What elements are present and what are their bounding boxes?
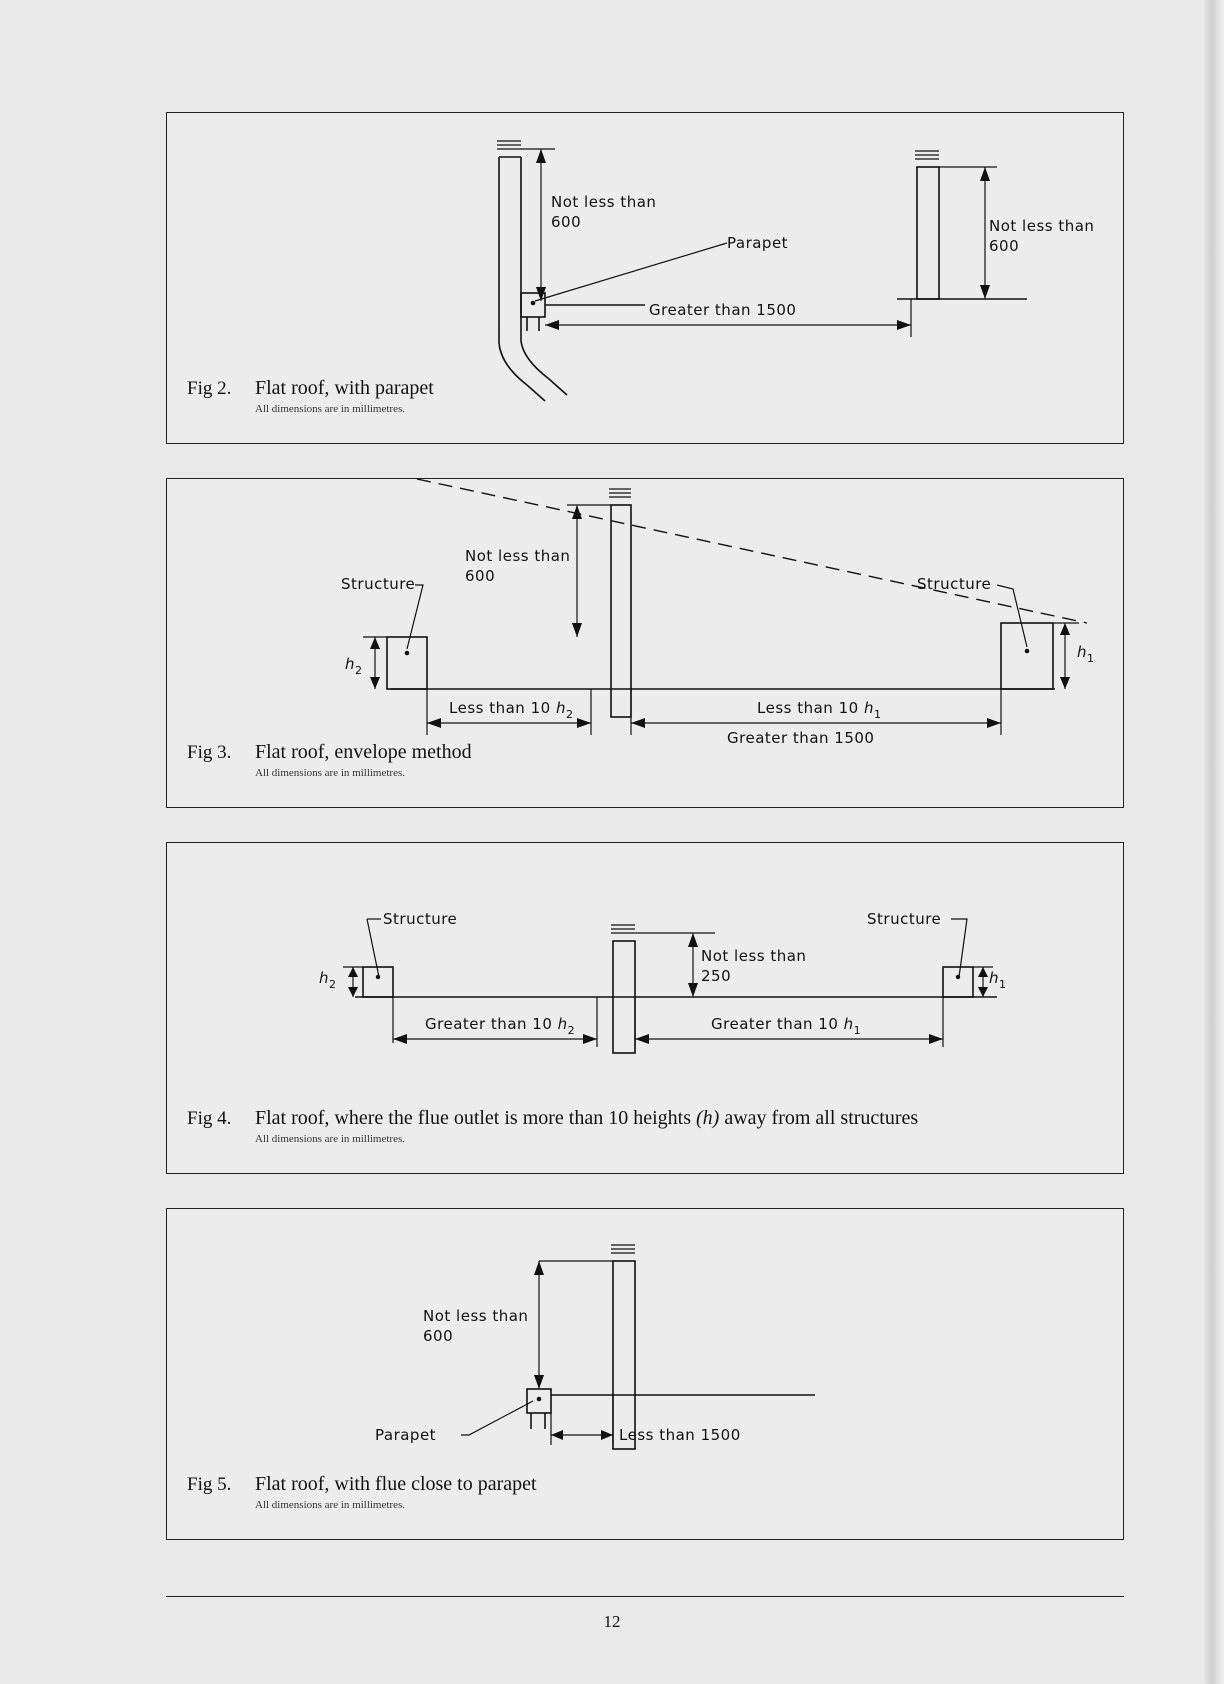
- fig5-dim-line2: 600: [423, 1327, 454, 1345]
- fig5-less-label: Less than 1500: [619, 1426, 741, 1444]
- page-number: 12: [603, 1612, 621, 1631]
- fig4-number: Fig 4.: [187, 1108, 232, 1129]
- figure-2-flat-roof-with-parapet: [166, 112, 1124, 444]
- fig3-dim-top-line1: Not less than: [465, 547, 571, 565]
- fig2-number: Fig 2.: [187, 378, 232, 399]
- fig3-structure-left-label: Structure: [341, 575, 416, 593]
- fig2-dim-left-line2: 600: [551, 213, 582, 231]
- flue-center: [611, 925, 635, 1053]
- fig3-caption: [187, 741, 472, 779]
- figure-3-envelope-method: [166, 478, 1124, 808]
- figure-5-flue-close-to-parapet: [166, 1208, 1124, 1540]
- flue-right: [915, 151, 939, 299]
- fig3-greater-label: Greater than 1500: [727, 729, 875, 747]
- footer-rule: [166, 1596, 1124, 1597]
- fig5-parapet-label: Parapet: [375, 1426, 437, 1444]
- fig4-structure-left-label: Structure: [383, 910, 458, 928]
- fig2-note: All dimensions are in millimetres.: [255, 403, 406, 415]
- fig2-dim-left-line1: Not less than: [551, 193, 657, 211]
- fig4-title: Flat roof, where the flue outlet is more than 10 heights (h) away from all structures: [255, 1107, 919, 1129]
- fig3-less-right-label: Less than 10 $h_1$: [757, 699, 882, 721]
- fig3-h1-label: $h_1$: [1077, 643, 1095, 665]
- figure-4-ten-heights: [166, 842, 1124, 1174]
- fig4-h1-label: $h_1$: [989, 969, 1007, 991]
- fig5-note: All dimensions are in millimetres.: [255, 1499, 406, 1511]
- fig3-dim-top-line2: 600: [465, 567, 496, 585]
- fig2-dim-right-line2: 600: [989, 237, 1020, 255]
- fig3-title: Flat roof, envelope method: [255, 741, 472, 763]
- structure-right-block: [943, 967, 973, 997]
- fig3-structure-right-label: Structure: [917, 575, 992, 593]
- fig4-structure-right-label: Structure: [867, 910, 942, 928]
- fig3-number: Fig 3.: [187, 742, 232, 763]
- fig4-greater-left-label: Greater than 10 $h_2$: [425, 1015, 576, 1037]
- fig3-h2-label: $h_2$: [345, 655, 363, 677]
- fig4-h2-label: $h_2$: [319, 969, 337, 991]
- flue-center: [611, 1245, 635, 1449]
- structure-left-block: [387, 637, 427, 689]
- fig2-greater-label: Greater than 1500: [649, 301, 797, 319]
- fig2-parapet-label: Parapet: [727, 234, 789, 252]
- fig2-caption: [187, 377, 434, 415]
- fig3-less-left-label: Less than 10 $h_2$: [449, 699, 574, 721]
- fig2-title: Flat roof, with parapet: [255, 377, 434, 399]
- fig4-dim-line2: 250: [701, 967, 732, 985]
- flue-left: [497, 141, 567, 401]
- fig5-number: Fig 5.: [187, 1474, 232, 1495]
- fig2-dim-right-line1: Not less than: [989, 217, 1095, 235]
- fig4-caption: [187, 1107, 918, 1145]
- page-edge-shadow: [1204, 0, 1224, 1684]
- fig4-greater-right-label: Greater than 10 $h_1$: [711, 1015, 862, 1037]
- fig3-note: All dimensions are in millimetres.: [255, 767, 406, 779]
- fig5-title: Flat roof, with flue close to parapet: [255, 1473, 537, 1495]
- fig4-note: All dimensions are in millimetres.: [255, 1133, 406, 1145]
- fig5-dim-line1: Not less than: [423, 1307, 529, 1325]
- fig4-dim-line1: Not less than: [701, 947, 807, 965]
- fig5-caption: [187, 1473, 537, 1511]
- structure-right-block: [1001, 623, 1053, 689]
